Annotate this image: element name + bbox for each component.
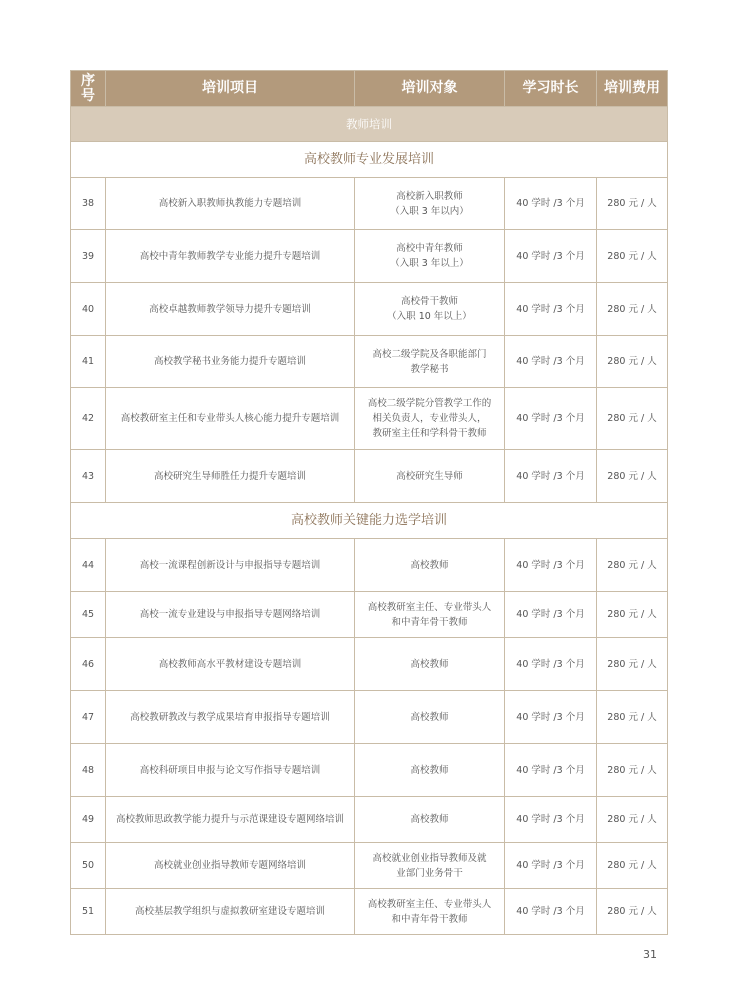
row-duration: 40 学时 /3 个月 <box>505 336 597 388</box>
row-target: 高校新入职教师 （入职 3 年以内） <box>355 178 505 230</box>
header-target: 培训对象 <box>355 71 505 107</box>
row-target: 高校教师 <box>355 691 505 744</box>
row-name: 高校卓越教师教学领导力提升专题培训 <box>106 283 355 336</box>
row-duration: 40 学时 /3 个月 <box>505 450 597 503</box>
row-fee: 280 元 / 人 <box>597 178 668 230</box>
category-row <box>71 107 668 142</box>
table-row <box>71 230 668 283</box>
row-target: 高校中青年教师 （入职 3 年以上） <box>355 230 505 283</box>
table-row <box>71 638 668 691</box>
row-fee: 280 元 / 人 <box>597 592 668 638</box>
row-fee: 280 元 / 人 <box>597 336 668 388</box>
row-name: 高校教研教改与教学成果培育申报指导专题培训 <box>106 691 355 744</box>
row-no: 46 <box>71 638 106 691</box>
table-row <box>71 539 668 592</box>
row-fee: 280 元 / 人 <box>597 283 668 336</box>
row-name: 高校一流专业建设与申报指导专题网络培训 <box>106 592 355 638</box>
category-title: 教师培训 <box>71 107 668 142</box>
row-name: 高校中青年教师教学专业能力提升专题培训 <box>106 230 355 283</box>
table-row <box>71 388 668 450</box>
header-duration: 学习时长 <box>505 71 597 107</box>
row-no: 38 <box>71 178 106 230</box>
row-name: 高校教师思政教学能力提升与示范课建设专题网络培训 <box>106 797 355 843</box>
row-fee: 280 元 / 人 <box>597 691 668 744</box>
table-row <box>71 797 668 843</box>
table-row <box>71 178 668 230</box>
row-target: 高校教师 <box>355 638 505 691</box>
header-project: 培训项目 <box>106 71 355 107</box>
row-duration: 40 学时 /3 个月 <box>505 843 597 889</box>
row-no: 45 <box>71 592 106 638</box>
row-fee: 280 元 / 人 <box>597 744 668 797</box>
row-name: 高校新入职教师执教能力专题培训 <box>106 178 355 230</box>
section-title: 高校教师关键能力选学培训 <box>71 503 668 539</box>
row-fee: 280 元 / 人 <box>597 230 668 283</box>
row-duration: 40 学时 /3 个月 <box>505 388 597 450</box>
header-no: 序号 <box>71 71 106 107</box>
row-name: 高校科研项目申报与论文写作指导专题培训 <box>106 744 355 797</box>
row-no: 43 <box>71 450 106 503</box>
row-no: 41 <box>71 336 106 388</box>
row-duration: 40 学时 /3 个月 <box>505 889 597 935</box>
row-duration: 40 学时 /3 个月 <box>505 592 597 638</box>
table-row <box>71 592 668 638</box>
row-target: 高校二级学院及各职能部门 教学秘书 <box>355 336 505 388</box>
row-name: 高校教研室主任和专业带头人核心能力提升专题培训 <box>106 388 355 450</box>
row-name: 高校研究生导师胜任力提升专题培训 <box>106 450 355 503</box>
header-row <box>71 71 668 107</box>
row-duration: 40 学时 /3 个月 <box>505 744 597 797</box>
row-target: 高校教师 <box>355 797 505 843</box>
row-name: 高校基层教学组织与虚拟教研室建设专题培训 <box>106 889 355 935</box>
row-fee: 280 元 / 人 <box>597 889 668 935</box>
row-fee: 280 元 / 人 <box>597 638 668 691</box>
table-row <box>71 691 668 744</box>
page-number: 31 <box>643 948 657 961</box>
row-target: 高校二级学院分管教学工作的 相关负责人，专业带头人， 教研室主任和学科骨干教师 <box>355 388 505 450</box>
row-target: 高校就业创业指导教师及就 业部门业务骨干 <box>355 843 505 889</box>
header-fee: 培训费用 <box>597 71 668 107</box>
section-row <box>71 503 668 539</box>
row-fee: 280 元 / 人 <box>597 843 668 889</box>
table-row <box>71 744 668 797</box>
row-duration: 40 学时 /3 个月 <box>505 283 597 336</box>
row-no: 47 <box>71 691 106 744</box>
row-fee: 280 元 / 人 <box>597 388 668 450</box>
row-duration: 40 学时 /3 个月 <box>505 638 597 691</box>
row-name: 高校一流课程创新设计与申报指导专题培训 <box>106 539 355 592</box>
row-target: 高校教师 <box>355 539 505 592</box>
row-duration: 40 学时 /3 个月 <box>505 691 597 744</box>
row-duration: 40 学时 /3 个月 <box>505 539 597 592</box>
table-row <box>71 283 668 336</box>
section-row <box>71 142 668 178</box>
row-fee: 280 元 / 人 <box>597 450 668 503</box>
row-duration: 40 学时 /3 个月 <box>505 230 597 283</box>
table-row <box>71 843 668 889</box>
row-target: 高校教研室主任、专业带头人 和中青年骨干教师 <box>355 889 505 935</box>
row-name: 高校教师高水平教材建设专题培训 <box>106 638 355 691</box>
row-no: 50 <box>71 843 106 889</box>
row-target: 高校研究生导师 <box>355 450 505 503</box>
row-target: 高校教研室主任、专业带头人 和中青年骨干教师 <box>355 592 505 638</box>
table-row <box>71 889 668 935</box>
table-row <box>71 450 668 503</box>
row-no: 44 <box>71 539 106 592</box>
row-fee: 280 元 / 人 <box>597 539 668 592</box>
section-title: 高校教师专业发展培训 <box>71 142 668 178</box>
row-name: 高校教学秘书业务能力提升专题培训 <box>106 336 355 388</box>
row-no: 51 <box>71 889 106 935</box>
table-row <box>71 336 668 388</box>
row-no: 42 <box>71 388 106 450</box>
row-no: 40 <box>71 283 106 336</box>
training-table <box>70 70 668 935</box>
row-name: 高校就业创业指导教师专题网络培训 <box>106 843 355 889</box>
row-fee: 280 元 / 人 <box>597 797 668 843</box>
row-duration: 40 学时 /3 个月 <box>505 797 597 843</box>
row-target: 高校骨干教师 （入职 10 年以上） <box>355 283 505 336</box>
row-no: 39 <box>71 230 106 283</box>
row-target: 高校教师 <box>355 744 505 797</box>
row-no: 49 <box>71 797 106 843</box>
row-no: 48 <box>71 744 106 797</box>
row-duration: 40 学时 /3 个月 <box>505 178 597 230</box>
